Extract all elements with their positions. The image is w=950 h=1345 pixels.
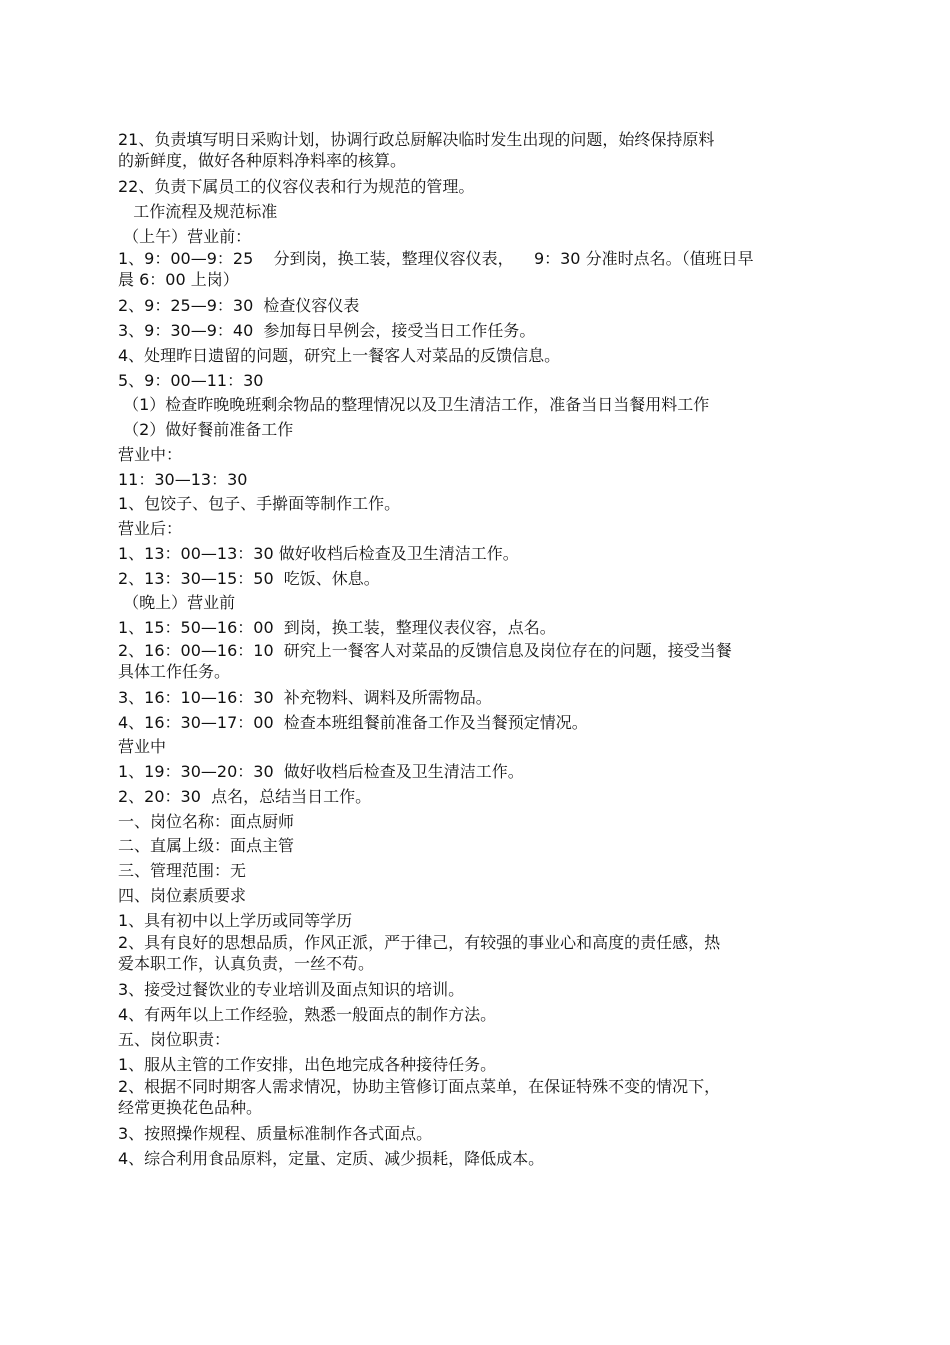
text-line: 2、具有良好的思想品质，作风正派，严于律己，有较强的事业心和高度的责任感，热	[118, 933, 721, 953]
text-line: 营业中：	[118, 444, 183, 464]
text-line: 营业后：	[118, 519, 183, 538]
text-line: 三、管理范围：无	[118, 861, 247, 880]
text-line: 4、综合利用食品原料，定量、定质、减少损耗，降低成本。	[118, 1149, 545, 1168]
text-line: 1、具有初中以上学历或同等学历	[118, 910, 353, 930]
text-line: 1、9：00—9：25 分到岗，换工装，整理仪容仪表， 9：30 分准时点名。（值班日早	[118, 249, 754, 269]
text-line: 2、根据不同时期客人需求情况，协助主管修订面点菜单，在保证特殊不变的情况下，	[118, 1077, 721, 1097]
text-line: 3、16：10—16：30 补充物料、调料及所需物品。	[118, 687, 492, 707]
text-line: 3、接受过餐饮业的专业培训及面点知识的培训。	[118, 980, 465, 1000]
text-line: 3、按照操作规程、质量标准制作各式面点。	[118, 1124, 433, 1144]
text-line: （上午）营业前：	[118, 226, 252, 246]
text-line: 5、9：00—11：30	[118, 370, 264, 390]
text-line: 1、13：00—13：30 做好收档后检查及卫生清洁工作。	[118, 543, 519, 563]
text-line: 2、16：00—16：10 研究上一餐客人对菜品的反馈信息及岗位存在的问题，接受当餐	[118, 640, 732, 660]
text-line: 1、服从主管的工作安排，出色地完成各种接待任务。	[118, 1054, 497, 1074]
text-line: 1、19：30—20：30 做好收档后检查及卫生清洁工作。	[118, 762, 524, 781]
text-line: 一、岗位名称：面点厨师	[118, 811, 295, 831]
text-line: 四、岗位素质要求	[118, 885, 247, 905]
text-line: 经常更换花色品种。	[118, 1098, 263, 1118]
text-line: 五、岗位职责：	[118, 1029, 231, 1049]
text-line: 的新鲜度，做好各种原料净料率的核算。	[118, 151, 407, 170]
text-line: 2、13：30—15：50 吃饭、休息。	[118, 568, 380, 588]
text-line: 3、9：30—9：40 参加每日早例会，接受当日工作任务。	[118, 321, 536, 340]
text-line: （2）做好餐前准备工作	[118, 420, 294, 439]
text-line: 工作流程及规范标准	[118, 201, 278, 221]
text-line: 2、9：25—9：30 检查仪容仪表	[118, 296, 360, 316]
text-line: 2、20：30 点名，总结当日工作。	[118, 786, 372, 806]
text-line: 1、包饺子、包子、手擀面等制作工作。	[118, 494, 401, 514]
text-line: 4、处理昨日遗留的问题，研究上一餐客人对菜品的反馈信息。	[118, 345, 561, 365]
text-line: 具体工作任务。	[118, 661, 231, 681]
text-line: 4、16：30—17：00 检查本班组餐前准备工作及当餐预定情况。	[118, 712, 588, 732]
text-line: 晨 6：00 上岗）	[118, 270, 239, 290]
text-line: 二、直属上级：面点主管	[118, 836, 295, 856]
text-line: （1）检查昨晚晚班剩余物品的整理情况以及卫生清洁工作，准备当日当餐用料工作	[118, 395, 710, 415]
text-line: 11：30—13：30	[118, 469, 248, 489]
text-line: 21、负责填写明日采购计划，协调行政总厨解决临时发生出现的问题，始终保持原料	[118, 130, 715, 149]
text-line: （晚上）营业前	[118, 593, 236, 613]
text-line: 爱本职工作，认真负责，一丝不苟。	[118, 954, 375, 974]
text-line: 4、有两年以上工作经验，熟悉一般面点的制作方法。	[118, 1005, 497, 1024]
document-body	[118, 130, 838, 1172]
text-line: 1、15：50—16：00 到岗，换工装，整理仪表仪容，点名。	[118, 618, 556, 637]
text-line: 营业中	[118, 737, 167, 757]
text-line: 22、负责下属员工的仪容仪表和行为规范的管理。	[118, 177, 475, 196]
